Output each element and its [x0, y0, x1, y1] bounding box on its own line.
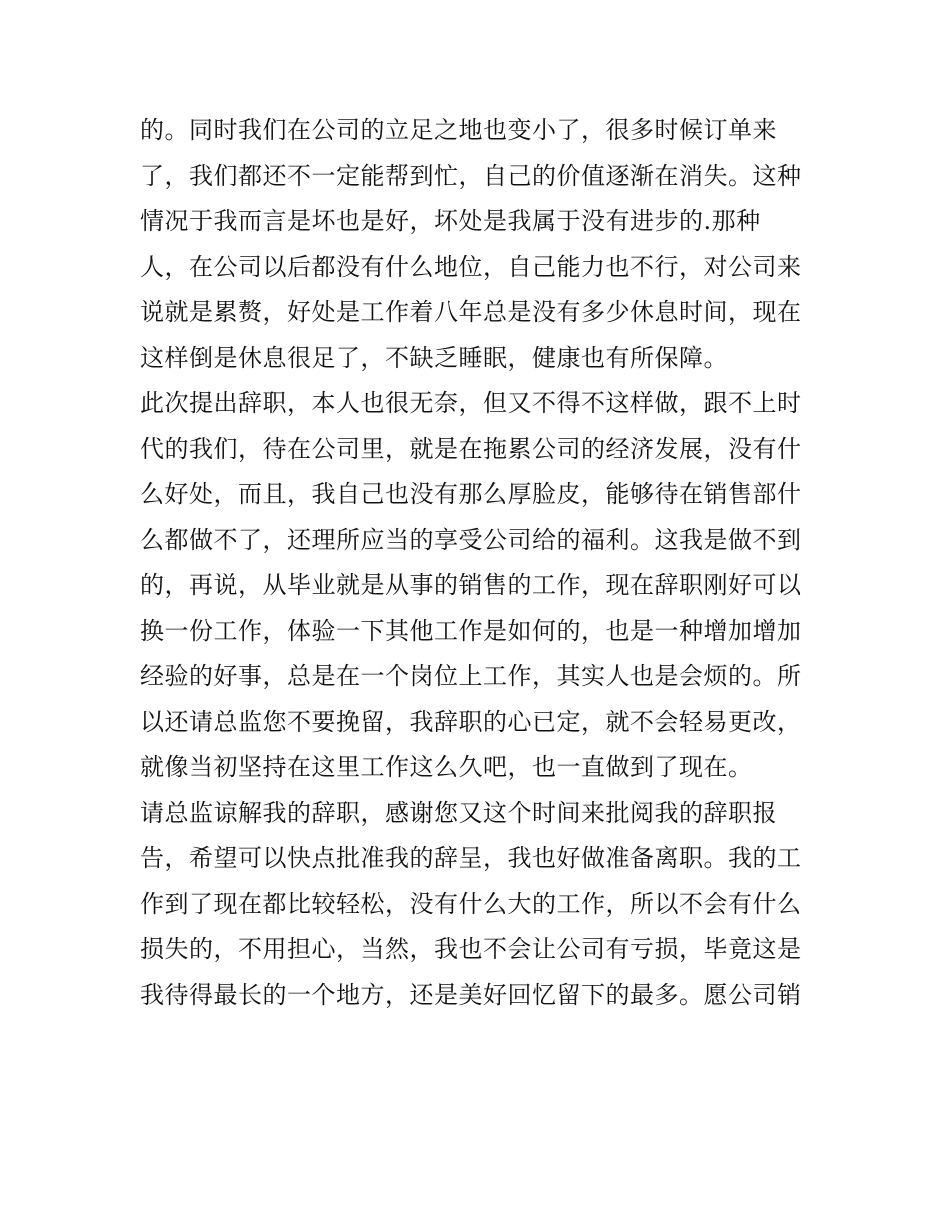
text-line-19: 损失的，不用担心，当然，我也不会让公司有亏损，毕竟这是 [140, 935, 802, 963]
text-line-13: 经验的好事，总是在一个岗位上工作，其实人也是会烦的。所 [140, 662, 802, 690]
body-text [140, 108, 820, 1018]
text-line-3: 情况于我而言是坏也是好，坏处是我属于没有进步的.那种 [140, 207, 761, 235]
text-line-9: 么好处，而且，我自己也没有那么厚脸皮，能够待在销售部什 [140, 480, 802, 508]
text-line-8: 代的我们，待在公司里，就是在拖累公司的经济发展，没有什 [140, 434, 802, 463]
text-line-10: 么都做不了，还理所应当的享受公司给的福利。这我是做不到 [140, 525, 802, 554]
text-line-6: 这样倒是休息很足了，不缺乏睡眠，健康也有所保障。 [140, 343, 728, 372]
text-line-4: 人，在公司以后都没有什么地位，自己能力也不行，对公司来 [140, 252, 802, 281]
text-line-15: 就像当初坚持在这里工作这么久吧，也一直做到了现在。 [140, 753, 753, 781]
text-line-14: 以还请总监您不要挽留，我辞职的心已定，就不会轻易更改， [140, 707, 802, 736]
text-line-11: 的，再说，从毕业就是从事的销售的工作，现在辞职刚好可以 [140, 571, 802, 599]
text-line-12: 换一份工作，体验一下其他工作是如何的，也是一种增加增加 [140, 616, 802, 645]
text-line-1: 的。同时我们在公司的立足之地也变小了，很多时候订单来 [140, 116, 777, 144]
text-line-2: 了，我们都还不一定能帮到忙，自己的价值逐渐在消失。这种 [140, 161, 802, 190]
text-line-17: 告，希望可以快点批准我的辞呈，我也好做准备离职。我的工 [140, 844, 802, 872]
text-line-5: 说就是累赘，好处是工作着八年总是没有多少休息时间，现在 [140, 298, 802, 326]
text-line-16: 请总监谅解我的辞职，感谢您又这个时间来批阅我的辞职报 [140, 798, 777, 827]
text-line-7: 此次提出辞职，本人也很无奈，但又不得不这样做，跟不上时 [140, 389, 802, 417]
text-line-20: 我待得最长的一个地方，还是美好回忆留下的最多。愿公司销 [140, 980, 802, 1009]
text-line-18: 作到了现在都比较轻松，没有什么大的工作，所以不会有什么 [140, 889, 802, 918]
